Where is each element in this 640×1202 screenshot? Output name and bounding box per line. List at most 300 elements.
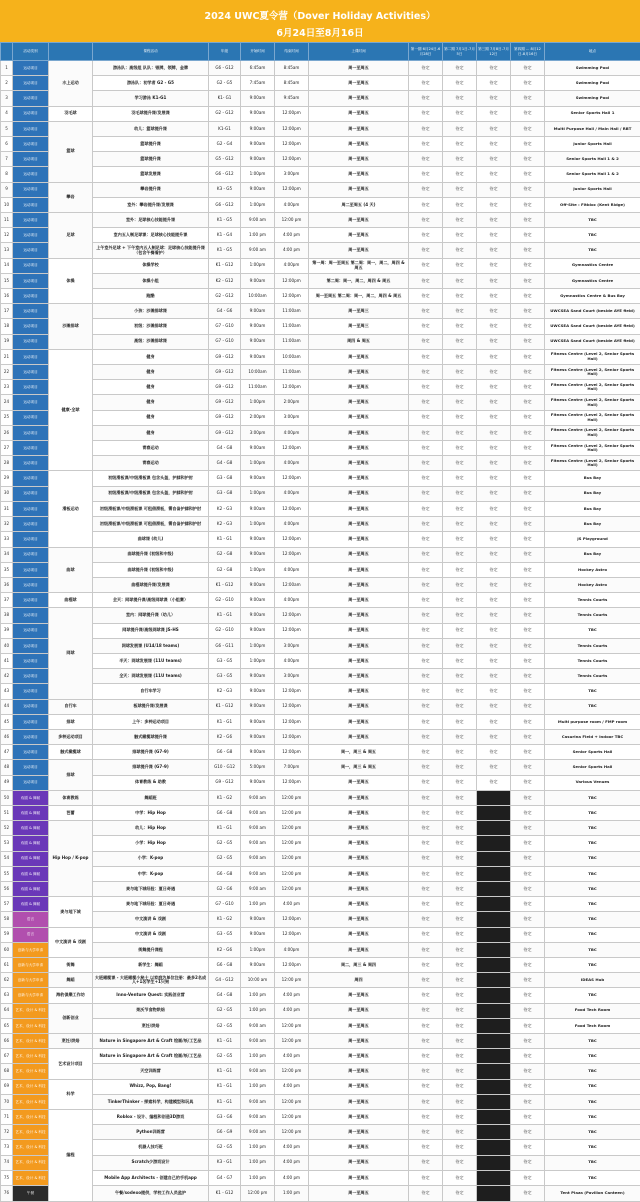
category-cell: 运动项目: [13, 532, 49, 547]
category-cell: 运动项目: [13, 760, 49, 775]
period-3-cell: 待定: [477, 121, 511, 136]
row-number: 1: [1, 61, 13, 76]
period-3-cell: 待定: [477, 258, 511, 273]
venue-cell: Fitness Centre (Level 2, Senior Sports Hall): [545, 425, 640, 440]
category-cell: 戏剧 & 舞蹈: [13, 897, 49, 912]
category-cell: 运动项目: [13, 729, 49, 744]
activity-cell: 全天：网球发展课 (11U teams): [93, 669, 209, 684]
period-3-cell: [477, 1049, 511, 1064]
grade-cell: G6 - G12: [209, 197, 241, 212]
days-cell: 周一至周五: [309, 897, 409, 912]
activity-cell: 大班橄榄课 - 大班橄榄小秘士 以家庭为单位注册：最多2名成人+1名学生+1只狗: [93, 973, 209, 988]
activity-cell: 排球提升课 (G7-9): [93, 760, 209, 775]
group-label: 篮球: [49, 121, 93, 182]
period-1-cell: 待定: [409, 684, 443, 699]
period-2-cell: 待定: [443, 1110, 477, 1125]
days-cell: 周一至周五: [309, 501, 409, 516]
start-time-cell: 9:00 am: [241, 1110, 275, 1125]
activity-cell: 健身: [93, 395, 209, 410]
category-cell: 艺术、设计 & 科技: [13, 1125, 49, 1140]
col-header: 上课时间: [309, 43, 409, 61]
grade-cell: K1 - G1: [209, 821, 241, 836]
table-row: [1, 881, 640, 896]
category-cell: 创新与大学申请: [13, 957, 49, 972]
activity-cell: 游泳队：高级组 队队：银牌，领牌，金牌: [93, 61, 209, 76]
category-cell: 创新与大学申请: [13, 942, 49, 957]
period-1-cell: 待定: [409, 152, 443, 167]
period-2-cell: 待定: [443, 866, 477, 881]
venue-cell: TBC: [545, 881, 640, 896]
row-number: 10: [1, 197, 13, 212]
row-number: 57: [1, 897, 13, 912]
venue-cell: Multi purpose room / FMP room: [545, 714, 640, 729]
grade-cell: K2 - G3: [209, 517, 241, 532]
activity-cell: 初级滑板课/中级滑板课 可租借滑板，需自备护膝和护肘: [93, 517, 209, 532]
group-label: 体育教练: [49, 790, 93, 805]
period-1-cell: 待定: [409, 1140, 443, 1155]
venue-cell: TBC: [545, 1034, 640, 1049]
row-number: 29: [1, 471, 13, 486]
end-time-cell: 12:00pm: [275, 729, 309, 744]
period-3-cell: 待定: [477, 760, 511, 775]
end-time-cell: 2:00pm: [275, 395, 309, 410]
group-label: 排球: [49, 760, 93, 790]
row-number: 60: [1, 942, 13, 957]
venue-cell: Tennis Courts: [545, 669, 640, 684]
period-3-cell: [477, 1094, 511, 1109]
days-cell: 周一至周五: [309, 623, 409, 638]
category-cell: 运动项目: [13, 425, 49, 440]
row-number: 23: [1, 380, 13, 395]
row-number: 30: [1, 486, 13, 501]
end-time-cell: 12:00pm: [275, 289, 309, 304]
period-2-cell: 待定: [443, 1170, 477, 1185]
category-cell: 运动项目: [13, 334, 49, 349]
category-cell: 运动项目: [13, 577, 49, 592]
period-3-cell: 待定: [477, 456, 511, 471]
period-3-cell: 待定: [477, 152, 511, 167]
period-2-cell: 待定: [443, 380, 477, 395]
period-1-cell: 待定: [409, 486, 443, 501]
end-time-cell: 12:00pm: [275, 745, 309, 760]
period-1-cell: 待定: [409, 213, 443, 228]
grade-cell: G2 - G8: [209, 562, 241, 577]
days-cell: 周一至周五: [309, 532, 409, 547]
days-cell: 周一至周五: [309, 775, 409, 790]
period-2-cell: 待定: [443, 456, 477, 471]
grade-cell: K1 - G12: [209, 577, 241, 592]
period-2-cell: 待定: [443, 714, 477, 729]
grade-cell: G2 - G4: [209, 137, 241, 152]
period-2-cell: 待定: [443, 699, 477, 714]
table-row: [1, 334, 640, 349]
start-time-cell: 9:00 am: [241, 881, 275, 896]
group-label: 健康·全球: [49, 349, 93, 471]
group-label: Hip Hop / K-pop: [49, 821, 93, 897]
days-cell: 周一至周五: [309, 669, 409, 684]
venue-cell: Senior Sports Hall 1 & 2: [545, 167, 640, 182]
venue-cell: TBC: [545, 699, 640, 714]
row-number: 69: [1, 1079, 13, 1094]
venue-cell: TBC: [545, 1125, 640, 1140]
table-row: [1, 213, 640, 228]
end-time-cell: 4:00 pm: [275, 1079, 309, 1094]
period-2-cell: 待定: [443, 562, 477, 577]
period-4-cell: 待定: [511, 152, 545, 167]
period-4-cell: 待定: [511, 1125, 545, 1140]
period-3-cell: 待定: [477, 228, 511, 243]
table-row: [1, 851, 640, 866]
period-2-cell: 待定: [443, 486, 477, 501]
period-2-cell: 待定: [443, 106, 477, 121]
period-3-cell: 待定: [477, 623, 511, 638]
end-time-cell: 12:00pm: [275, 957, 309, 972]
activity-cell: 篮球发展课: [93, 167, 209, 182]
venue-cell: TBC: [545, 1094, 640, 1109]
period-4-cell: 待定: [511, 851, 545, 866]
period-3-cell: [477, 1140, 511, 1155]
days-cell: 周一至周五: [309, 638, 409, 653]
days-cell: 周一至周五: [309, 152, 409, 167]
start-time-cell: 9:00am: [241, 699, 275, 714]
end-time-cell: 12:00pm: [275, 501, 309, 516]
period-3-cell: 待定: [477, 501, 511, 516]
category-cell: 运动项目: [13, 501, 49, 516]
days-cell: 周一至周五: [309, 881, 409, 896]
period-4-cell: 待定: [511, 1186, 545, 1202]
period-2-cell: 待定: [443, 957, 477, 972]
period-1-cell: 待定: [409, 821, 443, 836]
period-4-cell: 待定: [511, 456, 545, 471]
venue-cell: Fitness Centre (Level 2, Senior Sports Hall): [545, 441, 640, 456]
category-cell: 运动项目: [13, 380, 49, 395]
period-4-cell: 待定: [511, 912, 545, 927]
grade-cell: K1 - G1: [209, 1034, 241, 1049]
row-number: 9: [1, 182, 13, 197]
period-1-cell: 待定: [409, 471, 443, 486]
table-row: [1, 273, 640, 288]
category-cell: 运动项目: [13, 182, 49, 197]
period-2-cell: 待定: [443, 121, 477, 136]
end-time-cell: 12:00 pm: [275, 805, 309, 820]
period-3-cell: [477, 942, 511, 957]
start-time-cell: 9:00am: [241, 441, 275, 456]
period-3-cell: [477, 851, 511, 866]
period-2-cell: 待定: [443, 1064, 477, 1079]
period-1-cell: 待定: [409, 1034, 443, 1049]
start-time-cell: 9:00 am: [241, 790, 275, 805]
venue-cell: TBC: [545, 1079, 640, 1094]
table-row: [1, 425, 640, 440]
category-cell: 艺术、设计 & 科技: [13, 1170, 49, 1185]
activity-cell: 触式橄榄球提升课: [93, 729, 209, 744]
period-3-cell: 待定: [477, 334, 511, 349]
activity-cell: 小学：Hip Hop: [93, 836, 209, 851]
start-time-cell: 10:00 am: [241, 973, 275, 988]
table-row: [1, 304, 640, 319]
period-1-cell: 待定: [409, 988, 443, 1003]
row-number: 55: [1, 866, 13, 881]
venue-cell: Bus Bay: [545, 547, 640, 562]
period-2-cell: 待定: [443, 669, 477, 684]
venue-cell: Hockey Astro: [545, 577, 640, 592]
period-3-cell: 待定: [477, 395, 511, 410]
period-1-cell: 待定: [409, 608, 443, 623]
days-cell: 周一至周三: [309, 319, 409, 334]
grade-cell: K3 - G5: [209, 182, 241, 197]
period-3-cell: 待定: [477, 517, 511, 532]
table-row: [1, 380, 640, 395]
period-3-cell: [477, 927, 511, 942]
col-header: 开始时间: [241, 43, 275, 61]
period-2-cell: 待定: [443, 684, 477, 699]
period-4-cell: 待定: [511, 805, 545, 820]
activity-cell: 烹饪/烘焙: [93, 1018, 209, 1033]
period-3-cell: 待定: [477, 273, 511, 288]
grade-cell: G3 - G8: [209, 486, 241, 501]
end-time-cell: 4:00 pm: [275, 1003, 309, 1018]
table-row: [1, 76, 640, 91]
period-4-cell: 待定: [511, 319, 545, 334]
table-row: [1, 760, 640, 775]
period-2-cell: 待定: [443, 608, 477, 623]
start-time-cell: 1:00pm: [241, 486, 275, 501]
activity-cell: 上午室外足球 + 下午室内五人制足球：足球核心技能提升课（包含午餐看护）: [93, 243, 209, 258]
schedule-table: [0, 42, 640, 1202]
end-time-cell: 12:00pm: [275, 182, 309, 197]
period-4-cell: 待定: [511, 334, 545, 349]
grade-cell: K1 - G12: [209, 258, 241, 273]
row-number: 53: [1, 836, 13, 851]
activity-cell: 小孩：沙滩排球课: [93, 304, 209, 319]
banner-dates: 6月24日至8月16日: [276, 28, 364, 39]
row-number: 52: [1, 821, 13, 836]
grade-cell: K1 - G2: [209, 912, 241, 927]
table-row: [1, 988, 640, 1003]
start-time-cell: 1:00pm: [241, 562, 275, 577]
period-1-cell: 待定: [409, 942, 443, 957]
activity-cell: 曲球提升课 (初级和中级): [93, 562, 209, 577]
end-time-cell: 12:00pm: [275, 152, 309, 167]
activity-cell: 游泳队：初学者 G2 - G5: [93, 76, 209, 91]
days-cell: 第二周：周一，周二，周四 & 周五: [309, 273, 409, 288]
period-4-cell: 待定: [511, 562, 545, 577]
period-3-cell: [477, 912, 511, 927]
period-4-cell: 待定: [511, 380, 545, 395]
activity-cell: 初级滑板课/中级滑板课 包含头盔，护膝和护肘: [93, 486, 209, 501]
period-4-cell: 待定: [511, 577, 545, 592]
period-2-cell: 待定: [443, 273, 477, 288]
period-2-cell: 待定: [443, 1155, 477, 1170]
start-time-cell: 1:00pm: [241, 942, 275, 957]
period-4-cell: 待定: [511, 441, 545, 456]
end-time-cell: 12:00pm: [275, 471, 309, 486]
period-1-cell: 待定: [409, 866, 443, 881]
end-time-cell: 12:00 pm: [275, 1034, 309, 1049]
group-label: 自行车: [49, 699, 93, 714]
period-3-cell: 待定: [477, 349, 511, 364]
period-2-cell: 待定: [443, 775, 477, 790]
start-time-cell: 9:00am: [241, 471, 275, 486]
period-4-cell: 待定: [511, 349, 545, 364]
col-header: [1, 43, 13, 61]
days-cell: 周一至周五: [309, 228, 409, 243]
period-2-cell: 待定: [443, 197, 477, 212]
period-2-cell: 待定: [443, 304, 477, 319]
period-2-cell: 待定: [443, 167, 477, 182]
activity-cell: Inno-Venture Quest: 实践创业营: [93, 988, 209, 1003]
period-4-cell: 待定: [511, 228, 545, 243]
start-time-cell: 9:00am: [241, 927, 275, 942]
activity-cell: 麦与地下城经验：夏日奇遇: [93, 881, 209, 896]
start-time-cell: 9:00 am: [241, 1064, 275, 1079]
period-2-cell: 待定: [443, 593, 477, 608]
period-1-cell: 待定: [409, 319, 443, 334]
category-cell: 戏剧 & 舞蹈: [13, 805, 49, 820]
period-2-cell: 待定: [443, 532, 477, 547]
period-3-cell: 待定: [477, 608, 511, 623]
category-cell: 艺术、设计 & 科技: [13, 1079, 49, 1094]
start-time-cell: 1:00 pm: [241, 1140, 275, 1155]
venue-cell: Senior Sports Hall: [545, 745, 640, 760]
venue-cell: TBC: [545, 1170, 640, 1185]
days-cell: 周一至周五: [309, 137, 409, 152]
group-label: 科学: [49, 1079, 93, 1109]
venue-cell: TBC: [545, 836, 640, 851]
period-3-cell: [477, 1018, 511, 1033]
days-cell: 周一至周五: [309, 729, 409, 744]
period-1-cell: 待定: [409, 425, 443, 440]
period-3-cell: [477, 836, 511, 851]
period-2-cell: 待定: [443, 441, 477, 456]
activity-cell: 体育教练 & 助教: [93, 775, 209, 790]
grade-cell: G9 - G12: [209, 775, 241, 790]
period-3-cell: 待定: [477, 577, 511, 592]
period-3-cell: 待定: [477, 410, 511, 425]
group-label: 体操: [49, 258, 93, 304]
category-cell: 运动项目: [13, 745, 49, 760]
period-3-cell: [477, 1079, 511, 1094]
activity-cell: Roblox - 设计、编程和创造3D游戏: [93, 1110, 209, 1125]
activity-cell: 中学：K-pop: [93, 866, 209, 881]
start-time-cell: 1:00pm: [241, 456, 275, 471]
period-4-cell: 待定: [511, 821, 545, 836]
category-cell: 艺术、设计 & 科技: [13, 1064, 49, 1079]
period-2-cell: 待定: [443, 1125, 477, 1140]
venue-cell: Senior Sports Hall 1: [545, 106, 640, 121]
period-3-cell: 待定: [477, 562, 511, 577]
start-time-cell: 9:00 am: [241, 1094, 275, 1109]
activity-cell: 健身: [93, 380, 209, 395]
grade-cell: K2 - G6: [209, 729, 241, 744]
row-number: 74: [1, 1155, 13, 1170]
start-time-cell: 9:00am: [241, 729, 275, 744]
period-4-cell: 待定: [511, 1155, 545, 1170]
days-cell: 周一至周五: [309, 562, 409, 577]
period-3-cell: 待定: [477, 304, 511, 319]
venue-cell: TBC: [545, 957, 640, 972]
category-cell: 艺术、设计 & 科技: [13, 1034, 49, 1049]
table-row: [1, 1186, 640, 1202]
period-4-cell: 待定: [511, 304, 545, 319]
category-cell: 运动项目: [13, 152, 49, 167]
end-time-cell: 12:00pm: [275, 623, 309, 638]
col-header: 结束时间: [275, 43, 309, 61]
period-1-cell: 待定: [409, 562, 443, 577]
period-2-cell: 待定: [443, 805, 477, 820]
days-cell: 周四 & 周五: [309, 334, 409, 349]
venue-cell: IDEAS Hub: [545, 973, 640, 988]
row-number: 16: [1, 289, 13, 304]
period-4-cell: 待定: [511, 957, 545, 972]
activity-cell: 全天：网球提升课/高级网球课（小组赛）: [93, 593, 209, 608]
days-cell: 周一至周五: [309, 1125, 409, 1140]
venue-cell: UWCSEA Sand Court (beside AYE field): [545, 304, 640, 319]
days-cell: 周一至周五: [309, 653, 409, 668]
venue-cell: TBC: [545, 213, 640, 228]
period-2-cell: 待定: [443, 1049, 477, 1064]
period-3-cell: 待定: [477, 441, 511, 456]
row-number: 68: [1, 1064, 13, 1079]
period-1-cell: 待定: [409, 121, 443, 136]
category-cell: 艺术、设计 & 科技: [13, 1110, 49, 1125]
period-1-cell: 待定: [409, 1049, 443, 1064]
end-time-cell: 12:00 pm: [275, 1064, 309, 1079]
end-time-cell: 12:00pm: [275, 441, 309, 456]
period-4-cell: 待定: [511, 866, 545, 881]
category-cell: 运动项目: [13, 638, 49, 653]
table-row: [1, 669, 640, 684]
col-header: 地点: [545, 43, 640, 61]
end-time-cell: 8:45am: [275, 76, 309, 91]
category-cell: 艺术、设计 & 科技: [13, 1155, 49, 1170]
row-number: 6: [1, 137, 13, 152]
grade-cell: G2 - G5: [209, 76, 241, 91]
category-cell: 运动项目: [13, 471, 49, 486]
grade-cell: K1 - G1: [209, 1064, 241, 1079]
category-cell: 运动项目: [13, 684, 49, 699]
end-time-cell: 11:00am: [275, 334, 309, 349]
days-cell: 第一周：周一至周五 第二周：周一，周二，周四 & 周五: [309, 258, 409, 273]
period-2-cell: 待定: [443, 243, 477, 258]
category-cell: 运动项目: [13, 258, 49, 273]
start-time-cell: 5:00pm: [241, 760, 275, 775]
grade-cell: K3 - G1: [209, 1155, 241, 1170]
period-3-cell: 待定: [477, 319, 511, 334]
period-4-cell: 待定: [511, 486, 545, 501]
grade-cell: G2 - G5: [209, 1018, 241, 1033]
start-time-cell: 9:00am: [241, 593, 275, 608]
table-row: [1, 577, 640, 592]
activity-cell: Scratch少游戏设计: [93, 1155, 209, 1170]
period-1-cell: 待定: [409, 1064, 443, 1079]
table-row: [1, 714, 640, 729]
days-cell: 周一至周五: [309, 805, 409, 820]
activity-cell: Python训练营: [93, 1125, 209, 1140]
period-2-cell: 待定: [443, 851, 477, 866]
row-number: 35: [1, 562, 13, 577]
venue-cell: Swimming Pool: [545, 61, 640, 76]
period-2-cell: 待定: [443, 425, 477, 440]
venue-cell: TBC: [545, 684, 640, 699]
activity-cell: 高级：沙滩排球课: [93, 334, 209, 349]
activity-cell: 街舞提升课程: [93, 942, 209, 957]
venue-cell: Swimming Pool: [545, 91, 640, 106]
period-3-cell: 待定: [477, 76, 511, 91]
period-3-cell: [477, 1170, 511, 1185]
period-1-cell: 待定: [409, 228, 443, 243]
category-cell: 运动项目: [13, 623, 49, 638]
